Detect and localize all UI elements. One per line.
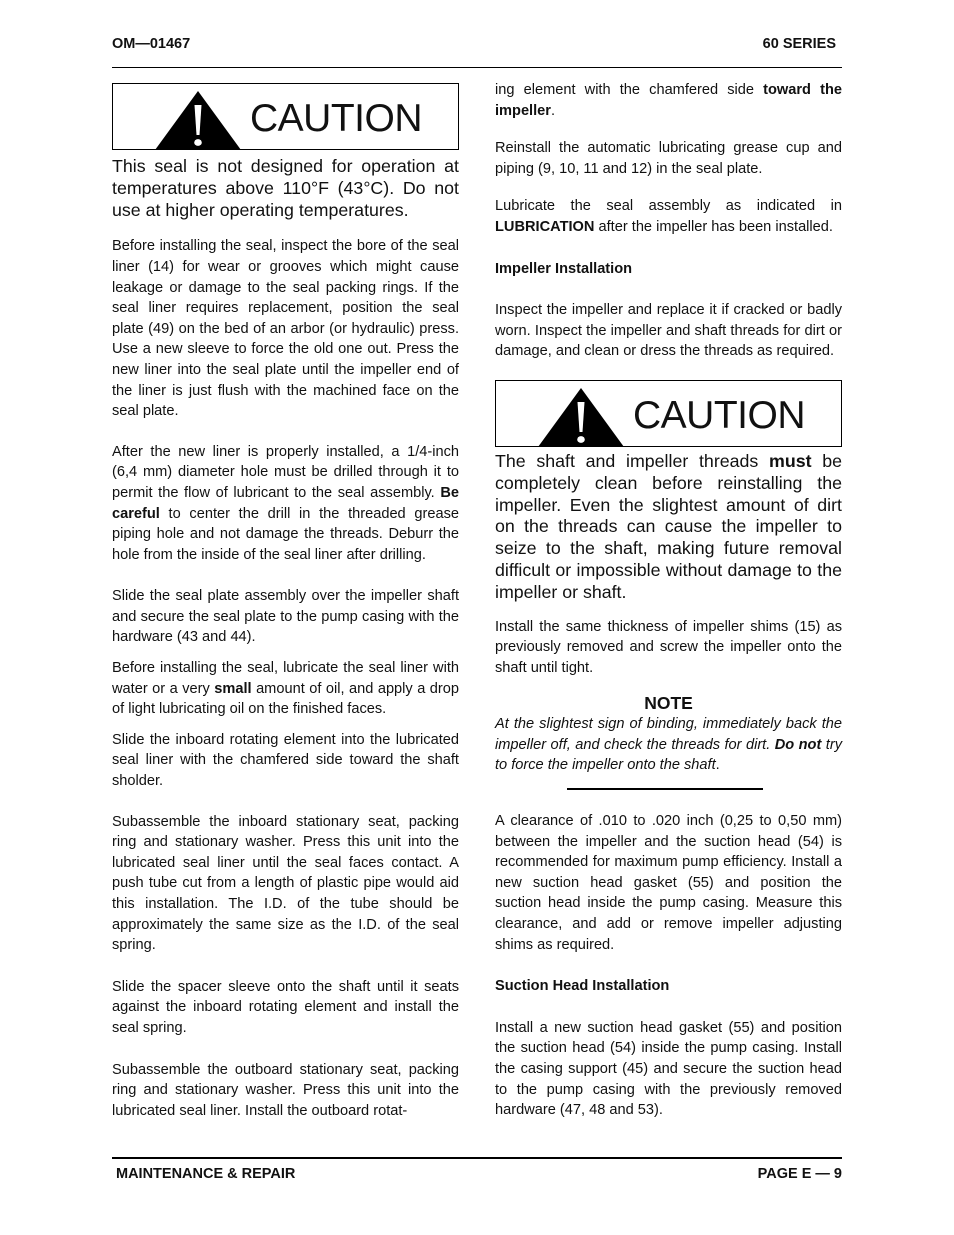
paragraph-outboard-rotating: ing element with the chamfered side toward the impeller.	[495, 82, 842, 119]
caution-box	[112, 83, 459, 150]
paragraph-suction-head: Install a new suction head gasket (55) and position the suction head (54) inside the pump casing. Install the casing support (45) and secure the suction head to the pump casing with the previously removed hardware (47, 48 and 53).	[495, 1019, 842, 1119]
paragraph-seal-plate: Slide the seal plate assembly over the impeller shaft and secure the seal plate to the pump casing with the hardware (43 and 44).	[112, 588, 459, 646]
document-number: OM—01467	[112, 36, 191, 52]
page-number: PAGE E — 9	[757, 1166, 842, 1182]
note-title: NOTE	[644, 693, 693, 714]
caution-label: CAUTION	[633, 393, 805, 437]
paragraph-inboard-rotating: Slide the inboard rotating element into the lubricated seal liner with the chamfered side toward the shaft sholder.	[112, 731, 459, 790]
footer-section: MAINTENANCE & REPAIR	[116, 1166, 296, 1182]
caution-box-impeller	[495, 380, 842, 447]
series-title: 60 SERIES	[762, 36, 836, 52]
heading-impeller-installation: Impeller Installation	[495, 260, 633, 277]
caution-text-threads: The shaft and impeller threads must be completely clean before reinstalling the impeller. Even the slightest amount of dirt on the threads can cause the impeller to seize to the shaft, making future removal difficult or impossible without damage to the impeller or shaft.	[495, 450, 842, 602]
paragraph-lubricate-liner: Before installing the seal, lubricate the seal liner with water or a very small amount of oil, and apply a drop of light lubricating oil on the finished faces.	[112, 660, 459, 718]
note-rule	[567, 788, 763, 790]
paragraph-seal-liner: Before installing the seal, inspect the bore of the seal liner (14) for wear or grooves which might cause leakage or damage to the seal packing rings. If the seal liner requires replacement, position the seal plate (49) on the bed of an arbor (or hydraulic) press. Use a new sleeve to force the old one out. Press the new liner into the seal plate until the impeller end of the liner is just flush with the machined face on the seal plate.	[112, 238, 459, 420]
caution-text: This seal is not designed for operation at temperatures above 110°F (43°C). Do not use at higher operating temperatures.	[112, 156, 459, 220]
paragraph-lubricate-assembly: Lubricate the seal assembly as indicated in LUBRICATION after the impeller has been installed.	[495, 198, 842, 235]
paragraph-grease-cup: Reinstall the automatic lubricating grease cup and piping (9, 10, 11 and 12) in the seal plate.	[495, 140, 842, 177]
warning-triangle-icon	[153, 89, 243, 151]
paragraph-outboard-stationary: Subassemble the outboard stationary seat, packing ring and stationary washer. Press this unit into the lubricated seal liner. Install the outboard rotat-	[112, 1061, 459, 1119]
warning-triangle-icon	[536, 386, 626, 448]
paragraph-impeller-shims: Install the same thickness of impeller shims (15) as previously removed and screw the impeller onto the shaft until tight.	[495, 618, 842, 676]
left-column	[112, 80, 459, 1121]
footer-rule	[112, 1157, 842, 1159]
paragraph-clearance: A clearance of .010 to .020 inch (0,25 to 0,50 mm) between the impeller and the suction head (54) is recommended for maximum pump efficiency. Install a new suction head gasket (55) and position the suction head inside the pump casing. Measure this clearance, and add or remove impeller adjusting shims as required.	[495, 813, 842, 953]
paragraph-inboard-stationary: Subassemble the inboard stationary seat, packing ring and stationary washer. Press this unit into the lubricated seal liner until the seal faces contact. A push tube cut from a length of plastic pipe would aid this installation. The I.D. of the tube should be approximately the same size as the I.D. of the seal spring.	[112, 813, 459, 954]
paragraph-inspect-impeller: Inspect the impeller and replace it if cracked or badly worn. Inspect the impeller and shaft threads for dirt or damage, and clean or dress the threads as required.	[495, 302, 842, 360]
heading-suction-head-installation: Suction Head Installation	[495, 978, 670, 995]
note-text: At the slightest sign of binding, immediately back the impeller off, and check the threads for dirt. Do not try to force the impeller onto the shaft.	[495, 716, 842, 774]
right-column	[495, 80, 842, 1121]
paragraph-drill-hole: After the new liner is properly installed, a 1/4-inch (6,4 mm) diameter hole must be drilled through it to permit the flow of lubricant to the seal assembly. Be careful to center the drill in the threaded grease piping hole and not damage the threads. Deburr the hole from the inside of the seal liner after drilling.	[112, 443, 459, 563]
header-rule	[112, 67, 842, 68]
paragraph-spacer-sleeve: Slide the spacer sleeve onto the shaft until it seats against the inboard rotating element and install the seal spring.	[112, 978, 459, 1036]
caution-label: CAUTION	[250, 97, 422, 140]
